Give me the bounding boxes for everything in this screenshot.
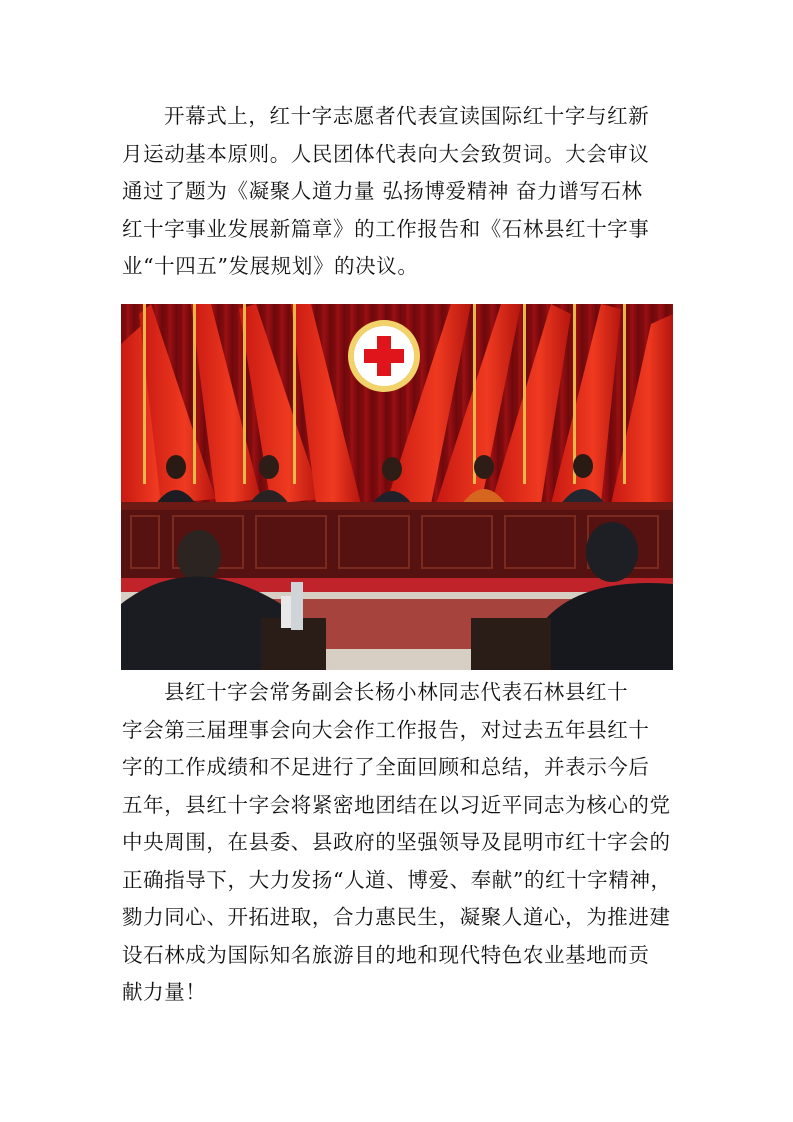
- text-line: 献力量！: [122, 980, 207, 1004]
- text-line: 中央周围，在县委、县政府的坚强领导及昆明市红十字会的: [122, 830, 671, 854]
- meeting-photo: [121, 304, 673, 670]
- text-line: 设石林成为国际知名旅游目的地和现代特色农业基地而贡: [122, 942, 650, 967]
- text-line: 字的工作成绩和不足进行了全面回顾和总结，并表示今后: [122, 755, 650, 779]
- text-line: 业“十四五”发展规划》的决议。: [122, 254, 419, 278]
- paragraph-opening-ceremony: [122, 98, 674, 286]
- text-line: 勠力同心、开拓进取，合力惠民生，凝聚人道心，为推进建: [122, 905, 671, 929]
- text-line: 五年，县红十字会将紧密地团结在以习近平同志为核心的党: [122, 792, 671, 817]
- text-line: 通过了题为《凝聚人道力量 弘扬博爱精神 奋力谱写石林: [122, 179, 643, 203]
- paragraph-work-report: [122, 674, 674, 1012]
- text-line: 县红十字会常务副会长杨小林同志代表石林县红十: [164, 680, 629, 704]
- text-line: 开幕式上，红十字志愿者代表宣读国际红十字与红新: [164, 104, 650, 128]
- text-line: 红十字事业发展新篇章》的工作报告和《石林县红十字事: [122, 216, 650, 241]
- text-line: 字会第三届理事会向大会作工作报告，对过去五年县红十: [122, 717, 650, 742]
- meeting-photo-illustration: [121, 304, 673, 670]
- text-line: 正确指导下，大力发扬“人道、博爱、奉献”的红十字精神，: [122, 867, 672, 892]
- red-cross-emblem-icon: [348, 320, 420, 392]
- text-line: 月运动基本原则。人民团体代表向大会致贺词。大会审议: [122, 141, 650, 166]
